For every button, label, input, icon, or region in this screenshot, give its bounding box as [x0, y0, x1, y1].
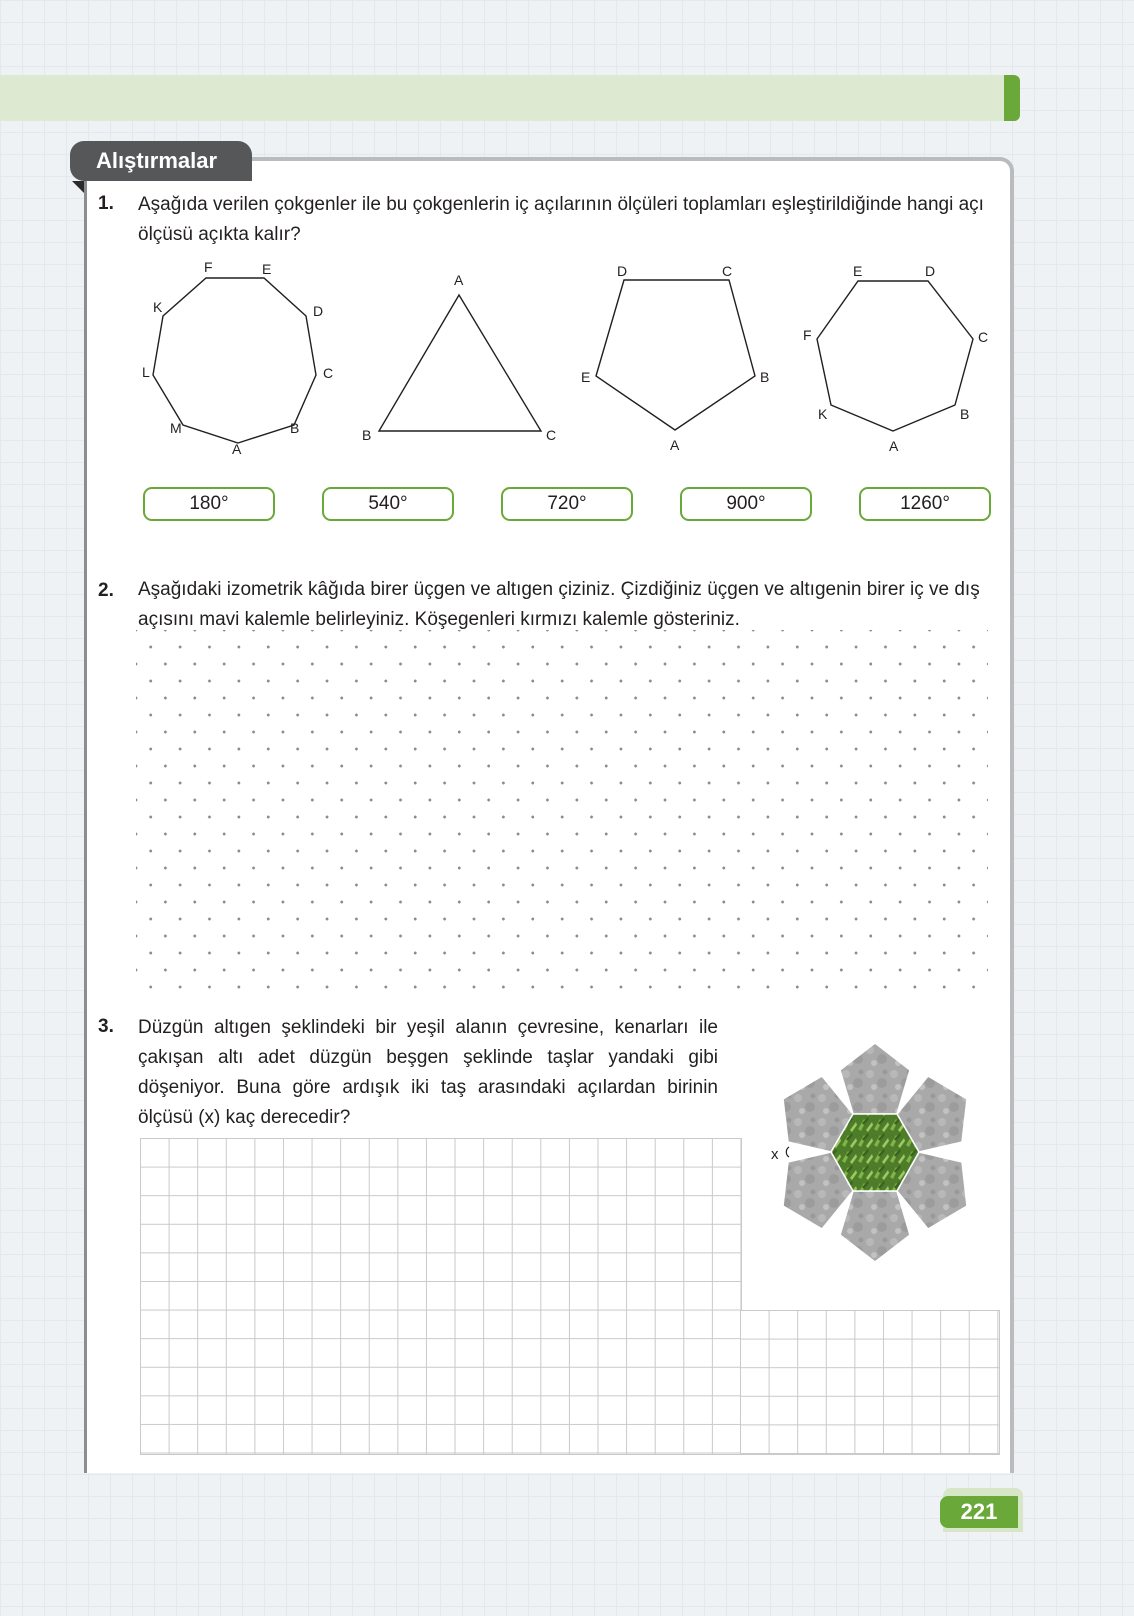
nonagon-label-e: E: [262, 261, 272, 277]
answer-option-900[interactable]: 900°: [680, 487, 812, 521]
heptagon-label-b: B: [960, 406, 970, 422]
q3-text: Düzgün altıgen şeklindeki bir yeşil alanın çevresine, kenarları ile çakışan altı adet düzgün beşgen şeklinde taşlar yandaki gibi döşeniyor. Buna göre ardışık iki taş arasındaki açılardan birinin ölçüsü (x) kaç derecedir?: [138, 1017, 718, 1128]
nonagon-label-l: L: [142, 364, 150, 380]
nonagon-label-a: A: [232, 441, 242, 457]
nonagon-label-m: M: [170, 420, 182, 436]
square-grid-right[interactable]: [740, 1310, 1000, 1455]
heptagon-label-d: D: [925, 263, 936, 279]
pentagon-tile-bottom: [840, 1191, 910, 1262]
triangle-label-c: C: [546, 427, 557, 443]
heptagon-shape: [817, 281, 973, 431]
nonagon-label-k: K: [153, 299, 163, 315]
nonagon-label-b: B: [290, 420, 300, 436]
triangle-label-b: B: [362, 427, 372, 443]
heptagon-label-c: C: [978, 329, 989, 345]
heptagon-label-f: F: [803, 327, 812, 343]
answer-option-720[interactable]: 720°: [501, 487, 633, 521]
section-title: Alıştırmalar: [70, 141, 252, 181]
pentagon-label-b: B: [760, 369, 770, 385]
nonagon-label-c: C: [323, 365, 334, 381]
triangle-label-a: A: [454, 272, 464, 288]
answer-option-1260[interactable]: 1260°: [859, 487, 991, 521]
q2-number: 2.: [98, 580, 114, 601]
q1-text: Aşağıda verilen çokgenler ile bu çokgenlerin iç açılarının ölçüleri toplamları eşleştirildiğinde hangi açı ölçüsü açıkta kalır?: [138, 194, 984, 245]
pentagon-tile-top: [840, 1043, 910, 1114]
heptagon-label-e: E: [853, 263, 863, 279]
q2-text: Aşağıdaki izometrik kâğıda birer üçgen ve altıgen çiziniz. Çizdiğiniz üçgen ve altıgenin birer iç ve dış açısını mavi kalemle belirleyiniz. Köşegenleri kırmızı kalemle gösteriniz.: [138, 579, 980, 630]
nonagon-label-f: F: [204, 259, 213, 275]
page-number: 221: [940, 1496, 1018, 1528]
q1-number: 1.: [98, 193, 114, 214]
pentagon-label-c: C: [722, 263, 733, 279]
isometric-dot-grid[interactable]: [136, 630, 988, 1000]
pentagon-label-e: E: [581, 369, 591, 385]
heptagon-label-k: K: [818, 406, 828, 422]
answer-option-540[interactable]: 540°: [322, 487, 454, 521]
heptagon-label-a: A: [889, 438, 899, 454]
q3-number: 3.: [98, 1016, 114, 1037]
angle-x-label: x: [771, 1146, 779, 1163]
nonagon-label-d: D: [313, 303, 324, 319]
pentagon-label-d: D: [617, 263, 628, 279]
square-grid-left[interactable]: [140, 1138, 742, 1455]
answer-option-180[interactable]: 180°: [143, 487, 275, 521]
pentagon-label-a: A: [670, 437, 680, 453]
angle-x-arc: [786, 1147, 789, 1157]
tiling-figure: [745, 1020, 1005, 1310]
